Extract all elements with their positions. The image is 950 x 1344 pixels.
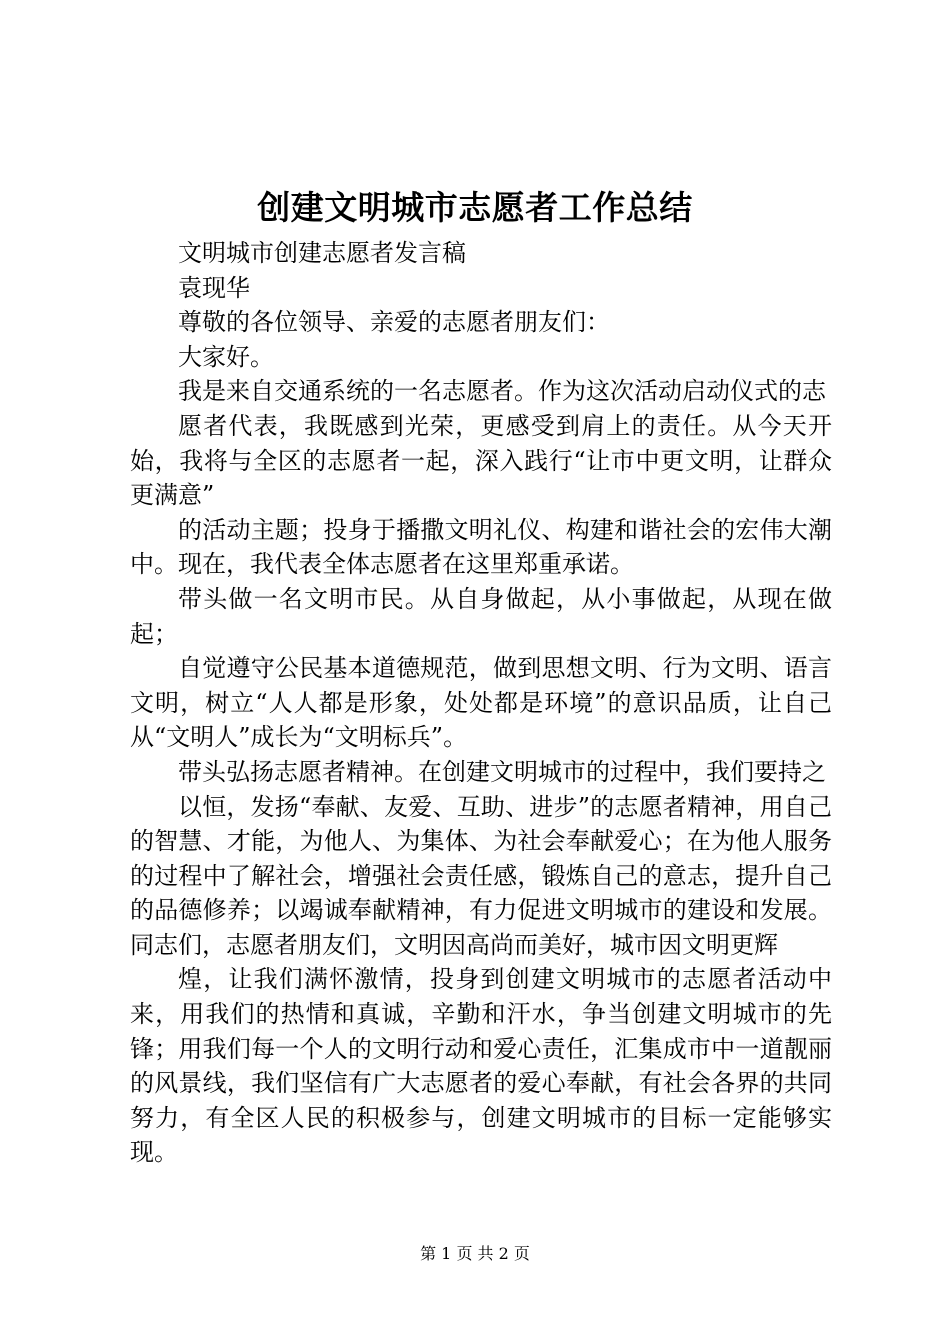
document-body (130, 236, 832, 1170)
paragraph: 我是来自交通系统的一名志愿者。作为这次活动启动仪式的志 (178, 377, 826, 406)
paragraph: 袁现华 (178, 273, 250, 302)
paragraph: 的活动主题；投身于播撒文明礼仪、构建和谐社会的宏伟大潮中。现在，我代表全体志愿者在这里郑重承诺。 (130, 515, 832, 579)
paragraph: 愿者代表，我既感到光荣，更感受到肩上的责任。从今天开始，我将与全区的志愿者一起，深入践行“让市中更文明，让群众更满意” (130, 411, 832, 510)
paragraph: 文明城市创建志愿者发言稿 (178, 239, 466, 267)
paragraph: 尊敬的各位领导、亲爱的志愿者朋友们： (178, 308, 610, 337)
paragraph: 带头弘扬志愿者精神。在创建文明城市的过程中，我们要持之 (178, 757, 826, 786)
paragraph: 以恒，发扬“奉献、友爱、互助、进步”的志愿者精神，用自己的智慧、才能，为他人、为集体、为社会奉献爱心；在为他人服务的过程中了解社会，增强社会责任感，锻炼自己的意志，提升自己的品德修养；以竭诚奉献精神，有力促进文明城市的建设和发展。同志们，志愿者朋友们，文明因高尚而美好，城市因文明更辉 (130, 792, 832, 959)
paragraph: 大家好。 (178, 342, 274, 371)
paragraph: 煌，让我们满怀激情，投身到创建文明城市的志愿者活动中来，用我们的热情和真诚，辛勤和汗水，争当创建文明城市的先锋；用我们每一个人的文明行动和爱心责任，汇集成市中一道靓丽的风景线，我们坚信有广大志愿者的爱心奉献，有社会各界的共同努力，有全区人民的积极参与，创建文明城市的目标一定能够实现。 (130, 965, 832, 1167)
paragraph: 自觉遵守公民基本道德规范，做到思想文明、行为文明、语言文明，树立“人人都是形象，处处都是环境”的意识品质，让自己从“文明人”成长为“文明标兵”。 (130, 654, 832, 752)
page-footer: 第 1 页 共 2 页 (420, 1244, 530, 1263)
paragraph: 带头做一名文明市民。从自身做起，从小事做起，从现在做起； (130, 584, 832, 648)
document-title: 创建文明城市志愿者工作总结 (257, 188, 693, 227)
